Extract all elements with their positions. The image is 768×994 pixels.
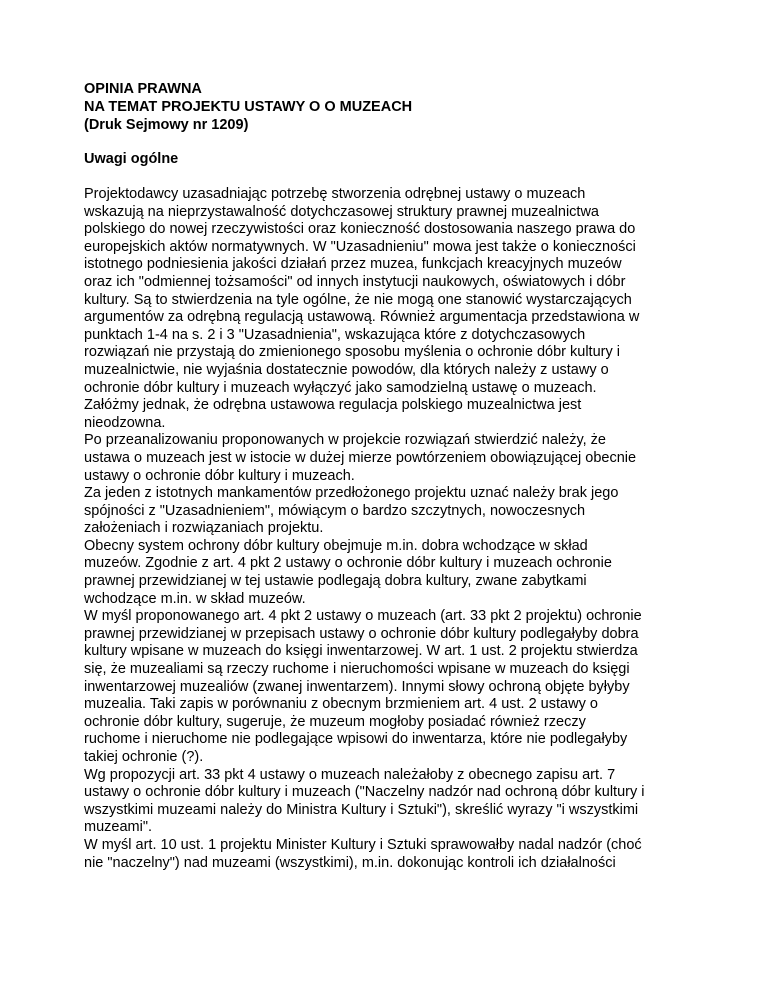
- body-line: ustawy o ochronie dóbr kultury i muzeach.: [84, 467, 355, 484]
- body-line: punktach 1-4 na s. 2 i 3 "Uzasadnienia", wskazująca które z dotychczasowych: [84, 326, 586, 343]
- body-line: Obecny system ochrony dóbr kultury obejmuje m.in. dobra wchodzące w skład: [84, 537, 588, 554]
- body-line: istotnego podniesienia jakości działań przez muzea, funkcjach kreacyjnych muzeów: [84, 256, 622, 273]
- body-line: kultury wpisane w muzeach do księgi inwentarzowej. W art. 1 ust. 2 projektu stwierdza: [84, 643, 638, 660]
- body-line: Po przeanalizowaniu proponowanych w projekcie rozwiązań stwierdzić należy, że: [84, 432, 606, 449]
- body-line: ochronie dóbr kultury, sugeruje, że muzeum mogłoby posiadać również rzeczy: [84, 713, 586, 730]
- body-line: założeniach i rozwiązaniach projektu.: [84, 520, 324, 537]
- body-line: ochronie dóbr kultury i muzeach wyłączyć jako samodzielną ustawę o muzeach.: [84, 379, 597, 396]
- heading-line-print-number: (Druk Sejmowy nr 1209): [84, 117, 249, 133]
- document-heading: [84, 80, 689, 134]
- body-line: prawnej przewidzianej w przepisach ustawy o ochronie dóbr kultury podlegałyby dobra: [84, 625, 639, 642]
- body-line: Załóżmy jednak, że odrębna ustawowa regulacja polskiego muzealnictwa jest: [84, 397, 582, 414]
- body-line: polskiego do nowej rzeczywistości oraz konieczność dostosowania naszego prawa do: [84, 221, 636, 238]
- body-line: spójności z "Uzasadnieniem", mówiącym o bardzo szczytnych, nowoczesnych: [84, 502, 586, 519]
- section-title: Uwagi ogólne: [84, 151, 179, 167]
- body-line: muzeami".: [84, 819, 152, 836]
- body-line: nieodzowna.: [84, 414, 166, 431]
- body-line: muzealia. Taki zapis w porównaniu z obecnym brzmieniem art. 4 ust. 2 ustawy o: [84, 696, 598, 713]
- body-line: takiej ochronie (?).: [84, 749, 204, 765]
- body-line: W myśl proponowanego art. 4 pkt 2 ustawy o muzeach (art. 33 pkt 2 projektu) ochronie: [84, 608, 642, 625]
- body-line: Projektodawcy uzasadniając potrzebę stworzenia odrębnej ustawy o muzeach: [84, 186, 586, 202]
- body-line: ruchome i nieruchome nie podlegające wpisowi do inwentarza, które nie podlegałyby: [84, 731, 628, 748]
- heading-line-opinion: OPINIA PRAWNA: [84, 81, 202, 97]
- body-line: europejskich aktów normatywnych. W "Uzasadnieniu" mowa jest także o konieczności: [84, 238, 636, 255]
- body-line: inwentarzowej muzealiów (zwanej inwentarzem). Innymi słowy ochroną objęte byłyby: [84, 678, 630, 695]
- body-line: ustawa o muzeach jest w istocie w dużej mierze powtórzeniem obowiązującej obecnie: [84, 449, 637, 466]
- body-line: muzeów. Zgodnie z art. 4 pkt 2 ustawy o ochronie dóbr kultury i muzeach ochronie: [84, 555, 612, 572]
- body-line: Wg propozycji art. 33 pkt 4 ustawy o muzeach należałoby z obecnego zapisu art. 7: [84, 766, 616, 783]
- body-line: kultury. Są to stwierdzenia na tyle ogólne, że nie mogą one stanowić wystarczających: [84, 291, 632, 308]
- body-text: [84, 186, 689, 872]
- body-line: się, że muzealiami są rzeczy ruchome i nieruchomości wpisane w muzeach do księgi: [84, 661, 630, 678]
- body-line: Za jeden z istotnych mankamentów przedłożonego projektu uznać należy brak jego: [84, 485, 619, 502]
- heading-line-subject: NA TEMAT PROJEKTU USTAWY O O MUZEACH: [84, 99, 413, 115]
- body-line: rozwiązań nie przystają do zmienionego sposobu myślenia o ochronie dóbr kultury i: [84, 344, 620, 361]
- body-line: ustawy o ochronie dóbr kultury i muzeach ("Naczelny nadzór nad ochroną dóbr kultury i: [84, 784, 645, 801]
- body-line: W myśl art. 10 ust. 1 projektu Minister Kultury i Sztuki sprawowałby nadal nadzór (choć: [84, 836, 642, 853]
- body-line: wchodzące m.in. w skład muzeów.: [84, 590, 306, 607]
- body-line: wskazują na nieprzystawalność dotychczasowej struktury prawnej muzealnictwa: [84, 203, 599, 220]
- body-line: nie "naczelny") nad muzeami (wszystkimi), m.in. dokonując kontroli ich działalności: [84, 854, 616, 871]
- body-line: oraz ich "odmiennej tożsamości" od innych instytucji naukowych, oświatowych i dóbr: [84, 273, 626, 290]
- body-line: prawnej przewidzianej w tej ustawie podlegają dobra kultury, zwane zabytkami: [84, 573, 587, 590]
- body-line: wszystkimi muzeami należy do Ministra Kultury i Sztuki"), skreślić wyrazy "i wszystkimi: [84, 801, 639, 818]
- document-page: [84, 80, 689, 872]
- body-line: muzealnictwie, nie wyjaśnia dostatecznie powodów, dla których należy z ustawy o: [84, 361, 609, 378]
- body-line: argumentów za odrębną regulacją ustawową. Również argumentacja przedstawiona w: [84, 309, 640, 326]
